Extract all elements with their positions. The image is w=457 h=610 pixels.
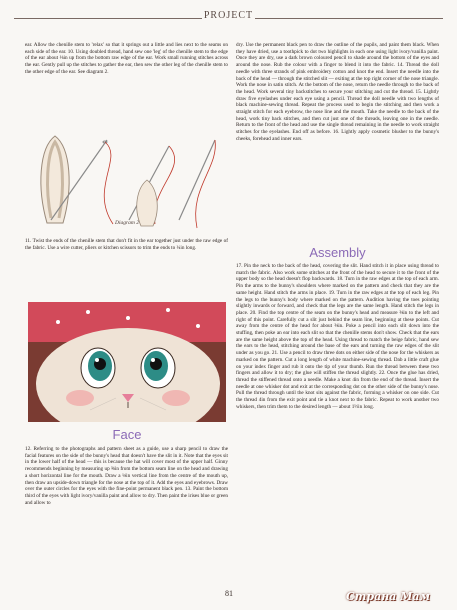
diagram-caption: Diagram 2 <box>115 220 139 226</box>
steps-17-22: 17. Pin the neck to the back of the head, covering the slit. Hand stitch it in place using thread to match the fabric. Also work some stitches at the front of the head to secure it to the front of the upper body so the head doesn't flop backwards. 18. Turn in the raw edges at the top of each arm. Pin the arms to the bunny's shoulders where marked on the pattern and check that they are the same height. Hand stitch the arms in place. 19. Turn in the raw edges at the top of each leg. Pin the legs to the bunny's body where marked on the pattern. Audition having the toes pointing slightly inwards or forward, and check that the legs are the same length. Hand stitch the legs in place. 20. Find the top centre of the seam on the bunny's head and measure ⅜in to the left and right of this point. Carefully cut a slit just behind the seam line, beginning at these points. Cut away from the centre of the head for about ⅜in. Poke a pencil into each slit down into the stuffing, then poke an ear into each slit so that the chenille stems don't show. Check that the ears are the same height above the top of the head. Using thread to match the beige fabric, hand sew the ears to the head, stitching around the base of the ears and turning the raw edges of the slit under as you go. 21. Use a pencil to draw three dots on either side of the nose for the whiskers as marked on the pattern. Cut a long length of white machine-sewing thread. Dab a little craft glue on your index finger and rub it onto the tip of your thumb. Run the thread between these two fingers and allow it to dry; the glue will stiffen the thread slightly. 22. Once the glue has dried, thread the stiffened thread onto a needle. Make a knot 4in from the end of the thread. Insert the needle at one whisker dot and exit at the corresponding dot on the other side of the bunny's nose. Pull the thread through until the knot sits against the fabric, forming a whisker on one side. Cut the thread 4in from the exit point and tie a knot next to the fabric. Repeat to work another two whiskers, then trim them to the desired length — about 1½in long. <box>236 263 439 410</box>
steps-12-13: 12. Referring to the photographs and pattern sheet as a guide, use a sharp pencil to draw the facial features on the side of the bunny's head that doesn't have the slit in it. Note that the eyes sit in the lower half of the head — this is because the hat will cover most of the upper half. Ginny recommends beginning by measuring up ⅝in from the bottom seam line on the head and drawing a short horizontal line for the mouth. Draw a ⅛in vertical line from the centre of the mouth up, then draw an upside-down triangle for the nose at the top of it. Add the eyes and eyebrows. Draw over the outer circles for the eyes with the fine-point permanent black pen. 13. Paint the bottom third of the eyes with light ivory/vanilla paint and allow to dry. Then paint the irises blue or green and allow to <box>25 446 228 506</box>
step-11: 11. Twist the ends of the chenille stem that don't fit in the ear together just under the raw edge of the fabric. Use a wire cutter, pliers or kitchen scissors to trim the ends to ¼in long. <box>25 238 228 251</box>
steps-13-16: dry. Use the permanent black pen to draw the outline of the pupils, and paint them black. When they have dried, use a toothpick to dot two highlights in each one using light ivory/vanilla paint. Once they are dry, use a dark brown coloured pencil to shade around the bottom of the eyes and around the nose. Rub the colour with a finger to blend it into the fabric. 14. Thread the doll needle with three strands of pink embroidery cotton and knot the end. Insert the needle into the back of the head — through the stitched slit — exiting at the top right corner of the nose triangle. Work the nose in satin stitch. At the bottom of the nose, return the needle through to the back of the head. Work several tiny backstitches to secure your stitching and cut the thread. 15. Lightly draw five eyelashes under each eye using a pencil. Thread the doll needle with two lengths of black machine-sewing thread. Repeat the process used to begin the stitching and then work a straight stitch for each eyebrow, the nose line and the mouth. Take the needle to the back of the head, work tiny back stitches, and then cut just one of the threads, leaving one in the needle. Return to the front of the head and use the single thread remaining in the needle to work straight stitches for the eyelashes. End off as before. 16. Lightly apply cosmetic blusher to the bunny's cheeks, forehead and inner ears. <box>236 42 439 142</box>
assembly-heading: Assembly <box>309 245 366 260</box>
left-column-face <box>25 446 228 506</box>
section-label: PROJECT <box>203 10 254 21</box>
right-column-top <box>236 42 439 143</box>
bunny-photo-illustration <box>28 302 226 422</box>
page-header <box>0 0 457 36</box>
left-column-step-11 <box>25 238 228 251</box>
face-heading: Face <box>112 427 142 442</box>
bunny-face-photo <box>28 302 226 422</box>
header-rule-left <box>14 18 202 19</box>
left-column-intro <box>25 42 228 76</box>
site-watermark: Страна Мам <box>346 590 430 603</box>
steps-9-10: ear. Allow the chenille stem to 'relax' so that it springs out a little and lies next to the seams on each side of the ear. 10. Using doubled thread, hand sew one 'leg' of the chenille stem to the edge of the ear about ⅛in up from the bottom raw edge of the ear. Work small running stitches across the ear. Gently pull up the stitches to gather the ear, then sew the other leg of the chenille stem to the other edge of the ear. See diagram 2. <box>25 42 228 75</box>
header-rule-right <box>255 18 443 19</box>
page-number: 81 <box>225 589 233 598</box>
right-column-assembly <box>236 263 439 410</box>
